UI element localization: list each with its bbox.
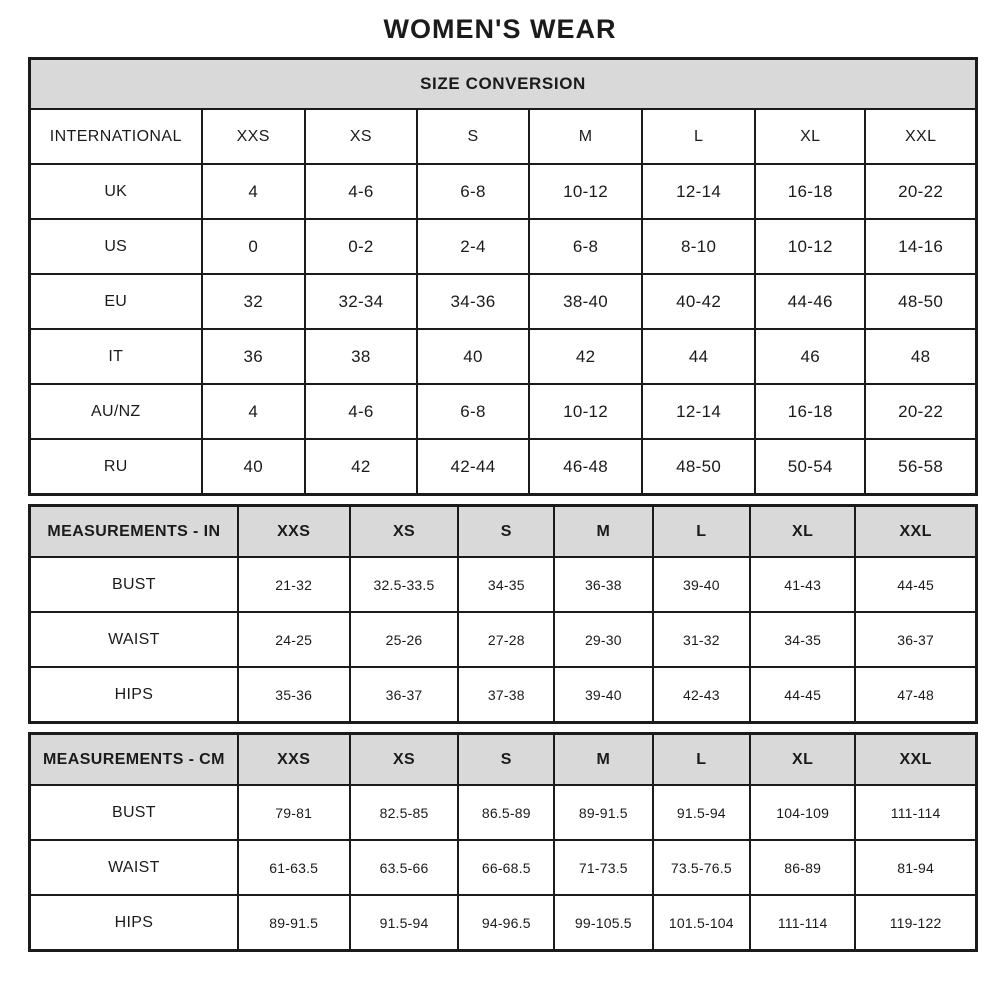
row-label: WAIST bbox=[30, 840, 238, 895]
value-cell: 44-45 bbox=[855, 557, 976, 612]
value-cell: 94-96.5 bbox=[458, 895, 554, 951]
value-cell: 42 bbox=[529, 329, 642, 384]
row-label: RU bbox=[30, 439, 202, 495]
value-cell: 40 bbox=[202, 439, 305, 495]
value-cell: 14-16 bbox=[865, 219, 976, 274]
value-cell: 48 bbox=[865, 329, 976, 384]
value-cell: 24-25 bbox=[238, 612, 350, 667]
value-cell: 63.5-66 bbox=[350, 840, 459, 895]
column-header-l: L bbox=[653, 734, 751, 786]
value-cell: 42-43 bbox=[653, 667, 751, 723]
column-header-xs: XS bbox=[350, 734, 459, 786]
size-conversion-table-wrap bbox=[28, 57, 972, 496]
value-cell: 31-32 bbox=[653, 612, 751, 667]
value-cell: 12-14 bbox=[642, 164, 755, 219]
value-cell: 0-2 bbox=[305, 219, 417, 274]
value-cell: 12-14 bbox=[642, 384, 755, 439]
value-cell: 111-114 bbox=[855, 785, 976, 840]
value-cell: 91.5-94 bbox=[653, 785, 751, 840]
value-cell: 86.5-89 bbox=[458, 785, 554, 840]
value-cell: 46-48 bbox=[529, 439, 642, 495]
table-row bbox=[30, 439, 977, 495]
value-cell: 6-8 bbox=[417, 164, 529, 219]
value-cell: 25-26 bbox=[350, 612, 459, 667]
column-header-l: L bbox=[642, 109, 755, 164]
column-header-s: S bbox=[458, 506, 554, 558]
page-title: WOMEN'S WEAR bbox=[383, 14, 617, 44]
table-row bbox=[30, 895, 977, 951]
column-header-xl: XL bbox=[750, 506, 855, 558]
value-cell: 44 bbox=[642, 329, 755, 384]
value-cell: 41-43 bbox=[750, 557, 855, 612]
value-cell: 82.5-85 bbox=[350, 785, 459, 840]
value-cell: 48-50 bbox=[642, 439, 755, 495]
value-cell: 89-91.5 bbox=[238, 895, 350, 951]
table-row bbox=[30, 612, 977, 667]
value-cell: 4-6 bbox=[305, 164, 417, 219]
value-cell: 56-58 bbox=[865, 439, 976, 495]
value-cell: 32-34 bbox=[305, 274, 417, 329]
column-header-xxs: XXS bbox=[238, 506, 350, 558]
value-cell: 38-40 bbox=[529, 274, 642, 329]
value-cell: 86-89 bbox=[750, 840, 855, 895]
row-label: HIPS bbox=[30, 667, 238, 723]
measurements-cm-table-wrap bbox=[28, 732, 972, 952]
value-cell: 42 bbox=[305, 439, 417, 495]
row-label: HIPS bbox=[30, 895, 238, 951]
column-header-xxs: XXS bbox=[202, 109, 305, 164]
column-header-xl: XL bbox=[755, 109, 865, 164]
value-cell: 38 bbox=[305, 329, 417, 384]
row-label: IT bbox=[30, 329, 202, 384]
value-cell: 119-122 bbox=[855, 895, 976, 951]
table-label-header: MEASUREMENTS - CM bbox=[30, 734, 238, 786]
value-cell: 66-68.5 bbox=[458, 840, 554, 895]
value-cell: 37-38 bbox=[458, 667, 554, 723]
row-label: AU/NZ bbox=[30, 384, 202, 439]
row-label: BUST bbox=[30, 785, 238, 840]
value-cell: 44-46 bbox=[755, 274, 865, 329]
column-header-m: M bbox=[529, 109, 642, 164]
column-header-m: M bbox=[554, 506, 652, 558]
value-cell: 73.5-76.5 bbox=[653, 840, 751, 895]
value-cell: 36-38 bbox=[554, 557, 652, 612]
table-row bbox=[30, 219, 977, 274]
value-cell: 10-12 bbox=[529, 164, 642, 219]
value-cell: 42-44 bbox=[417, 439, 529, 495]
value-cell: 61-63.5 bbox=[238, 840, 350, 895]
value-cell: 27-28 bbox=[458, 612, 554, 667]
value-cell: 0 bbox=[202, 219, 305, 274]
value-cell: 91.5-94 bbox=[350, 895, 459, 951]
value-cell: 36-37 bbox=[855, 612, 976, 667]
value-cell: 6-8 bbox=[529, 219, 642, 274]
value-cell: 10-12 bbox=[529, 384, 642, 439]
value-cell: 36 bbox=[202, 329, 305, 384]
column-header-xxl: XXL bbox=[865, 109, 976, 164]
column-header-xxs: XXS bbox=[238, 734, 350, 786]
value-cell: 104-109 bbox=[750, 785, 855, 840]
value-cell: 20-22 bbox=[865, 384, 976, 439]
measurements-cm-table bbox=[28, 732, 978, 952]
value-cell: 99-105.5 bbox=[554, 895, 652, 951]
value-cell: 101.5-104 bbox=[653, 895, 751, 951]
value-cell: 44-45 bbox=[750, 667, 855, 723]
table-header-row bbox=[30, 734, 977, 786]
table-header-row bbox=[30, 109, 977, 164]
row-label: EU bbox=[30, 274, 202, 329]
column-header-xl: XL bbox=[750, 734, 855, 786]
row-label: UK bbox=[30, 164, 202, 219]
table-row bbox=[30, 329, 977, 384]
value-cell: 81-94 bbox=[855, 840, 976, 895]
row-label: US bbox=[30, 219, 202, 274]
value-cell: 34-36 bbox=[417, 274, 529, 329]
value-cell: 4-6 bbox=[305, 384, 417, 439]
value-cell: 40 bbox=[417, 329, 529, 384]
size-conversion-table bbox=[28, 57, 978, 496]
value-cell: 89-91.5 bbox=[554, 785, 652, 840]
value-cell: 111-114 bbox=[750, 895, 855, 951]
column-header-xs: XS bbox=[305, 109, 417, 164]
value-cell: 50-54 bbox=[755, 439, 865, 495]
value-cell: 39-40 bbox=[554, 667, 652, 723]
column-header-s: S bbox=[458, 734, 554, 786]
column-header-xs: XS bbox=[350, 506, 459, 558]
value-cell: 34-35 bbox=[458, 557, 554, 612]
value-cell: 32 bbox=[202, 274, 305, 329]
column-header-s: S bbox=[417, 109, 529, 164]
column-header-xxl: XXL bbox=[855, 734, 976, 786]
table-banner-row bbox=[30, 59, 977, 110]
column-header-xxl: XXL bbox=[855, 506, 976, 558]
value-cell: 4 bbox=[202, 384, 305, 439]
value-cell: 40-42 bbox=[642, 274, 755, 329]
value-cell: 6-8 bbox=[417, 384, 529, 439]
row-label: BUST bbox=[30, 557, 238, 612]
table-label-header: MEASUREMENTS - IN bbox=[30, 506, 238, 558]
value-cell: 2-4 bbox=[417, 219, 529, 274]
table-row bbox=[30, 667, 977, 723]
value-cell: 36-37 bbox=[350, 667, 459, 723]
table-row bbox=[30, 557, 977, 612]
table-row bbox=[30, 840, 977, 895]
value-cell: 8-10 bbox=[642, 219, 755, 274]
table-header-row bbox=[30, 506, 977, 558]
table-title: SIZE CONVERSION bbox=[30, 59, 977, 110]
value-cell: 4 bbox=[202, 164, 305, 219]
value-cell: 16-18 bbox=[755, 164, 865, 219]
value-cell: 16-18 bbox=[755, 384, 865, 439]
value-cell: 35-36 bbox=[238, 667, 350, 723]
table-row bbox=[30, 164, 977, 219]
value-cell: 46 bbox=[755, 329, 865, 384]
table-row bbox=[30, 274, 977, 329]
column-header-l: L bbox=[653, 506, 751, 558]
measurements-in-table bbox=[28, 504, 978, 724]
table-row bbox=[30, 785, 977, 840]
value-cell: 21-32 bbox=[238, 557, 350, 612]
value-cell: 71-73.5 bbox=[554, 840, 652, 895]
value-cell: 32.5-33.5 bbox=[350, 557, 459, 612]
column-header-m: M bbox=[554, 734, 652, 786]
table-row bbox=[30, 384, 977, 439]
value-cell: 48-50 bbox=[865, 274, 976, 329]
value-cell: 34-35 bbox=[750, 612, 855, 667]
value-cell: 20-22 bbox=[865, 164, 976, 219]
value-cell: 10-12 bbox=[755, 219, 865, 274]
value-cell: 47-48 bbox=[855, 667, 976, 723]
value-cell: 29-30 bbox=[554, 612, 652, 667]
row-label: WAIST bbox=[30, 612, 238, 667]
value-cell: 79-81 bbox=[238, 785, 350, 840]
measurements-in-table-wrap bbox=[28, 504, 972, 724]
value-cell: 39-40 bbox=[653, 557, 751, 612]
table-label-header: INTERNATIONAL bbox=[30, 109, 202, 164]
